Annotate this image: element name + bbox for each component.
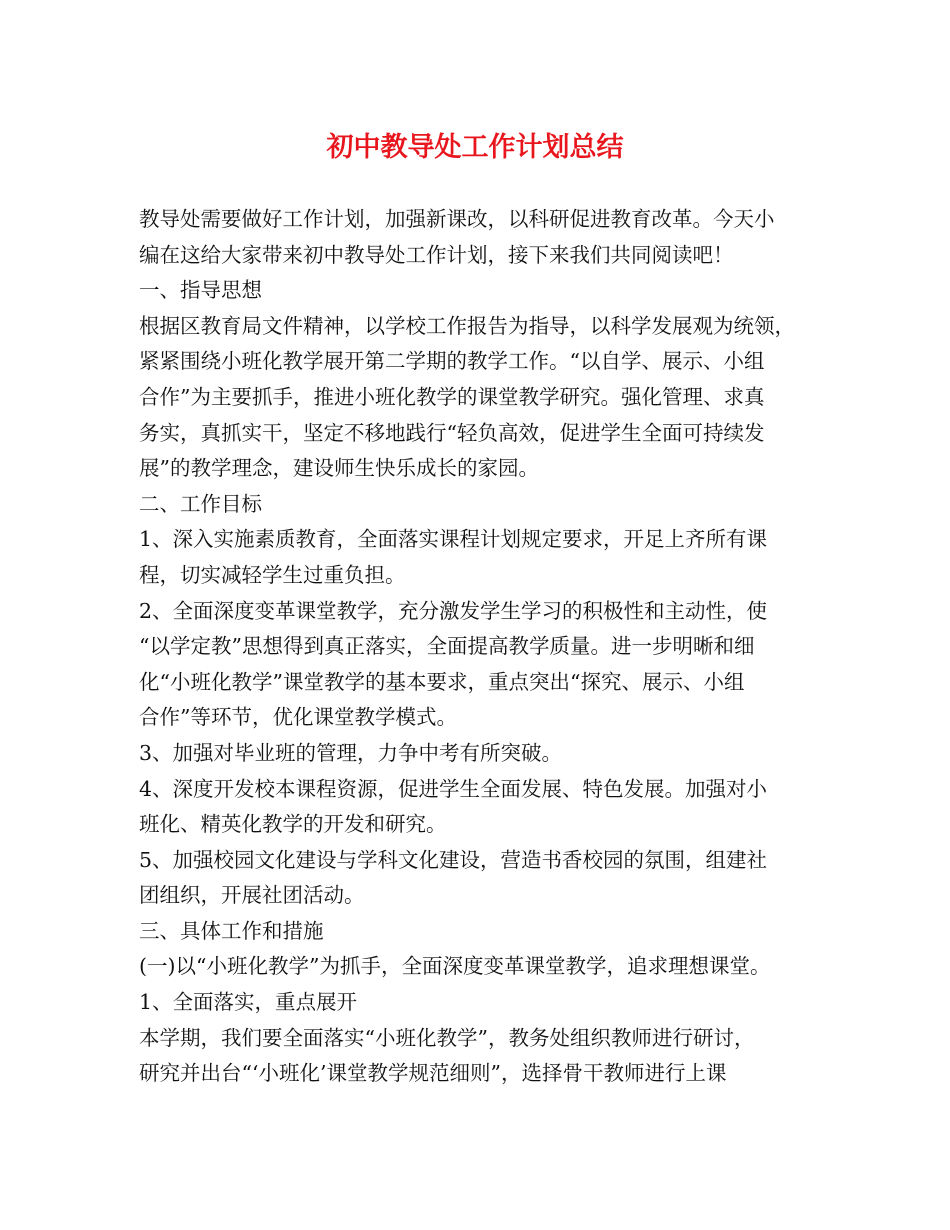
body-line: 合作”等环节，优化课堂教学模式。 <box>139 705 457 730</box>
section-heading: 一、指导思想 <box>139 278 262 303</box>
body-line: 教导处需要做好工作计划，加强新课改，以科研促进教育改革。今天小 <box>139 207 775 231</box>
body-line: 紧紧围绕小班化教学展开第二学期的教学工作。“以自学、展示、小组 <box>139 349 765 374</box>
body-line: 3、加强对毕业班的管理，力争中考有所突破。 <box>139 740 563 765</box>
document-title: 初中教导处工作计划总结 <box>326 132 624 163</box>
body-line: 1、深入实施素质教育，全面落实课程计划规定要求，开足上齐所有课 <box>139 527 768 552</box>
section-heading: 二、工作目标 <box>139 491 262 516</box>
body-line: 编在这给大家带来初中教导处工作计划，接下来我们共同阅读吧！ <box>139 242 734 267</box>
body-line: 务实，真抓实干，坚定不移地践行“轻负高效，促进学生全面可持续发 <box>139 420 765 445</box>
body-line: 合作”为主要抓手，推进小班化教学的课堂教学研究。强化管理、求真 <box>139 384 765 409</box>
body-line: 根据区教育局文件精神，以学校工作报告为指导，以科学发展观为统领， <box>139 313 795 338</box>
body-line: 团组织，开展社团活动。 <box>139 883 365 908</box>
body-line: 展”的教学理念，建设师生快乐成长的家园。 <box>139 456 539 481</box>
body-line: 2、全面深度变革课堂教学，充分激发学生学习的积极性和主动性，使 <box>139 598 768 623</box>
body-line: 本学期，我们要全面落实“小班化教学”，教务处组织教师进行研讨， <box>139 1025 755 1050</box>
body-line: 1、全面落实，重点展开 <box>139 990 358 1015</box>
body-line: 化“小班化教学”课堂教学的基本要求，重点突出“探究、展示、小组 <box>139 669 745 694</box>
document-body <box>139 202 829 1092</box>
body-line: 5、加强校园文化建设与学科文化建设，营造书香校园的氛围，组建社 <box>139 847 768 872</box>
body-line: (一)以“小班化教学”为抓手，全面深度变革课堂教学，追求理想课堂。 <box>139 954 771 979</box>
body-line: 4、深度开发校本课程资源，促进学生全面发展、特色发展。加强对小 <box>139 776 768 801</box>
body-line: 班化、精英化教学的开发和研究。 <box>139 812 447 837</box>
body-line: 程，切实减轻学生过重负担。 <box>139 562 406 587</box>
body-line: 研究并出台“‘小班化’课堂教学规范细则”，选择骨干教师进行上课 <box>139 1061 727 1086</box>
section-heading: 三、具体工作和措施 <box>139 918 324 943</box>
body-line: “以学定教”思想得到真正落实，全面提高教学质量。进一步明晰和细 <box>139 634 755 659</box>
